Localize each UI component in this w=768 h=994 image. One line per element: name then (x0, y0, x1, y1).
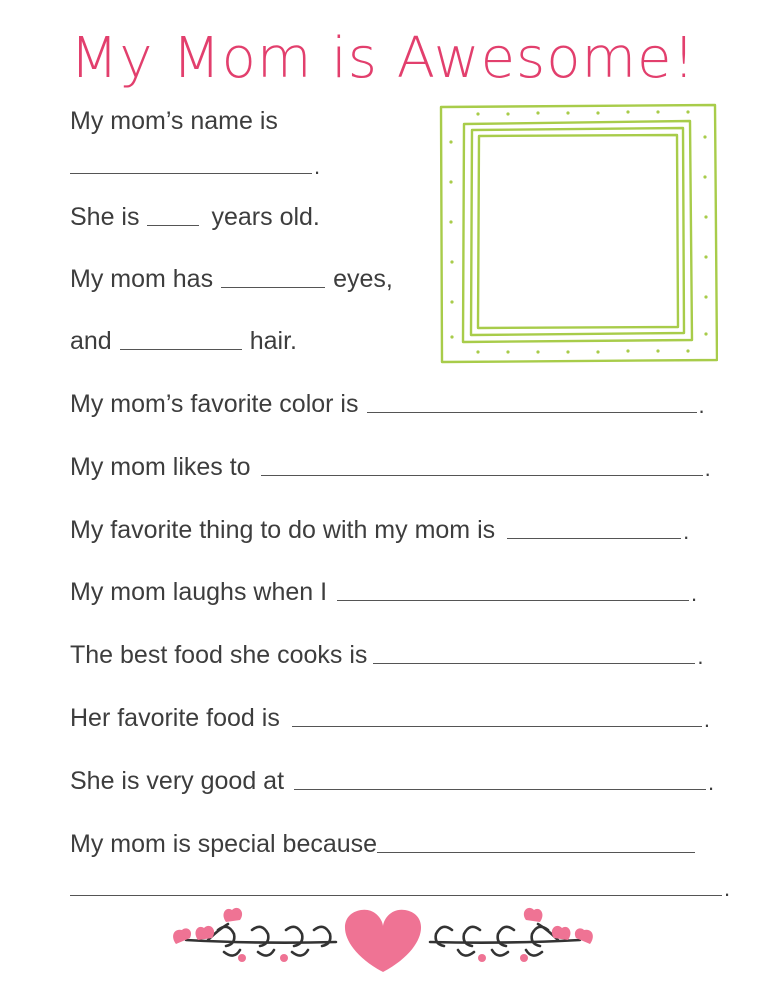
special-blank[interactable] (377, 852, 695, 853)
age-blank[interactable] (147, 225, 199, 226)
good-at-blank[interactable] (294, 789, 706, 790)
food-cooks-blank[interactable] (373, 663, 695, 664)
age-suffix: years old. (211, 203, 320, 231)
favorite-thing-prompt: My favorite thing to do with my mom is (70, 516, 496, 544)
end-mark: . (698, 393, 705, 418)
laughs-blank[interactable] (337, 600, 689, 601)
favorite-food-prompt: Her favorite food is (70, 704, 280, 732)
page-title: My Mom is Awesome! (70, 26, 696, 91)
color-prompt: My mom’s favorite color is (70, 390, 359, 418)
name-prompt: My mom’s name is (70, 107, 278, 135)
likes-blank[interactable] (261, 475, 703, 476)
eyes-prompt: My mom has (70, 265, 214, 293)
name-blank[interactable] (70, 173, 312, 174)
good-at-line (70, 756, 714, 796)
eyes-blank[interactable] (221, 287, 325, 288)
laughs-line (70, 567, 697, 607)
end-mark: . (314, 154, 321, 179)
end-mark: . (697, 644, 704, 669)
color-blank[interactable] (367, 412, 697, 413)
end-mark: . (683, 519, 690, 544)
special-continuation-blank[interactable] (70, 895, 722, 896)
food-cooks-line (70, 630, 704, 670)
heart-vine-divider (168, 900, 598, 980)
hair-line (70, 316, 297, 356)
special-continuation-line (70, 862, 730, 902)
likes-line (70, 442, 711, 482)
end-mark: . (724, 876, 731, 901)
hair-blank[interactable] (120, 349, 242, 350)
eyes-suffix: eyes, (333, 265, 393, 293)
good-at-prompt: She is very good at (70, 767, 285, 795)
special-line (70, 819, 695, 859)
color-line (70, 379, 705, 419)
favorite-food-line (70, 693, 710, 733)
eyes-line (70, 254, 393, 294)
hair-prompt: and (70, 327, 112, 355)
food-cooks-prompt: The best food she cooks is (70, 641, 368, 669)
laughs-prompt: My mom laughs when I (70, 578, 328, 606)
name-prompt-line (70, 96, 278, 136)
name-blank-line (70, 140, 320, 180)
special-prompt: My mom is special because (70, 830, 378, 858)
photo-frame (438, 102, 718, 364)
age-prompt: She is (70, 203, 140, 231)
favorite-thing-blank[interactable] (507, 538, 681, 539)
end-mark: . (703, 707, 710, 732)
favorite-food-blank[interactable] (292, 726, 702, 727)
likes-prompt: My mom likes to (70, 453, 251, 481)
end-mark: . (704, 456, 711, 481)
end-mark: . (691, 581, 698, 606)
favorite-thing-line (70, 505, 689, 545)
age-line (70, 192, 320, 232)
end-mark: . (708, 770, 715, 795)
hair-suffix: hair. (249, 327, 297, 355)
